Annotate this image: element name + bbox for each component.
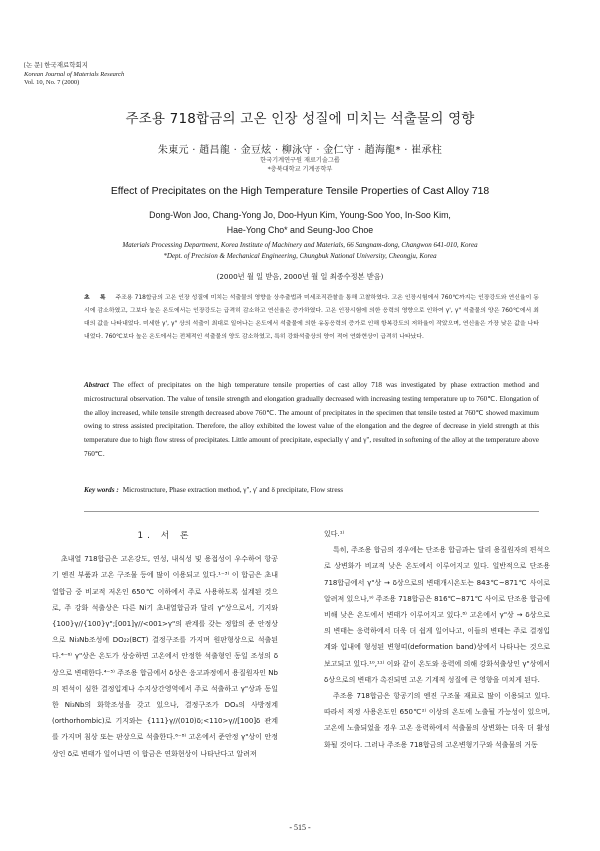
abstract-kr-text: 주조용 718합금의 고온 인장 성질에 미치는 석출물의 영향을 상추출법과 미세조직관찰을 통해 고찰하였다. 고온 인장시험에서 760℃까지는 인장강도와 연신율이 동시에 감소하였고, 그보다 높은 온도에서는 인장강도는 급격히 감소하고 연신율은 증가하였다. 고온 인장시험에 의한 응력의 영향으로 인하여 γ', γ" 석출물의 양은 760℃에서 최대의 값을 나타내었다. 미세한 γ', γ" 상의 석출이 최대로 일어나는 온도에서 석출물에 의한 유동응력의 증가로 인해 항복강도의 저하율이 작았으며, 연신율은 가장 낮은 값을 나타내었다. 760℃보다 높은 온도에서는 전체적인 석출물의 양도 감소하였고, 특히 강화석출상의 양이 적어 연화현상이 급격히 나타났다.	[84, 295, 539, 340]
body-paragraph: 초내열 718합금은 고온강도, 연성, 내식성 및 용접성이 우수하여 항공기 엔진 부품과 고온 구조물 등에 많이 이용되고 있다.¹⁻³⁾ 이 합금은 초내열합금 중 비교적 저온인 650℃ 이하에서 주로 사용하도록 설계된 것으로, 주 강화 석출상은 다른 Ni기 초내열합금과 달리 γ"상으로서, 기지와 {100}γ//{100}γ";[001]γ//<001>γ"의 관계를 갖는 정합의 준 안정상으로 Ni₃Nb조성에 DO₂₂(BCT) 결정구조를 가지며 원판형상으로 석출된다.⁴⁻⁶⁾ γ"상은 온도가 상승하면 고온에서 안정한 석출형인 동일 조성의 δ상으로 변태한다.⁴⁻⁵⁾ 주조용 합금에서 δ상은 응고과정에서 용질원자인 Nb의 편석이 심한 결정입계나 수지상간영역에서 주로 석출하고 γ"상과 동일한 Ni₃Nb의 화학조성을 갖고 있으나, 결정구조가 DOₐ의 사방정계(orthorhombic)로 기지와는 {111}γ//(010)δ;<110>γ//[100]δ 관계를 가지며 침상 또는 판상으로 석출한다.⁶⁻⁸⁾ 고온에서 준안정 γ"상이 안정상인 δ로 변태가 일어나면 이 합금은 연화현상이 나타난다고 알려져	[52, 555, 278, 758]
affiliation-en-line: Materials Processing Department, Korea Institute of Machinery and Materials, 66 Sangnam-dong, Changwon 641-010, Korea	[122, 241, 478, 249]
page-number: - 515 -	[289, 823, 311, 832]
abstract-en-label: Abstract	[84, 381, 109, 389]
abstract-divider	[84, 511, 539, 512]
journal-name-kr: [논 문] 한국재료학회지	[24, 62, 89, 69]
body-column-left	[52, 524, 278, 762]
keywords	[84, 486, 539, 494]
journal-volume: Vol. 10, No. 7 (2000)	[24, 79, 80, 86]
body-paragraph: 주조용 718합금은 항공기의 엔진 구조물 재료로 많이 이용되고 있다. 따라서 적정 사용온도인 650℃²⁾ 이상의 온도에 노출될 가능성이 있으며, 고온에 노출되었을 경우 고온 응력하에서 석출물의 상변화는 더욱 더 활성화될 것이다. 그러나 주조용 718합금의 고온변형기구와 석출물의 거동	[324, 692, 550, 749]
authors-kr: 朱東元 · 趙昌龍 · 金豆炫 · 柳泳守 · 金仁守 · 趙海龍* · 崔承柱	[157, 145, 443, 156]
affiliation-kr-line: 한국기계연구원 재료기술그룹	[260, 157, 340, 164]
abstract-kr	[84, 292, 539, 344]
body-paragraph: 특히, 주조용 합금의 경우에는 단조용 합금과는 달리 용질원자의 편석으로 상변화가 비교적 낮은 온도에서 이루어지고 있다. 일반적으로 단조용 718합금에서 γ"상 → δ상으로의 변태개시온도는 843℃~871℃ 사이로 알려져 있으나,⁹⁾ 주조용 718합금은 816℃~871℃ 사이로 단조용 합금에 비해 낮은 온도에서 변태가 이루어지고 있다.⁸⁾ 고온에서 γ"상 → δ상으로의 변태는 응력하에서 더욱 더 쉽게 일어나고, 이들의 변태는 주로 결정입계와 입내에 형성된 변형띠(deformation band)상에서 나타나는 것으로 보고되고 있다.¹⁰,¹¹⁾ 이와 같이 온도와 응력에 의해 강화석출상인 γ"상에서 δ상으로의 변태가 촉진되면 고온 기계적 성질에 큰 영향을 미치게 된다.	[324, 546, 550, 684]
body-paragraph: 있다.¹⁾	[324, 530, 345, 538]
affiliation-en-line: *Dept. of Precision & Mechanical Engineering, Chungbuk National University, Cheongju, Korea	[163, 252, 437, 260]
keywords-text: Microstructure, Phase extraction method, γ", γ' and δ precipitate, Flow stress	[122, 486, 344, 494]
abstract-en	[84, 379, 539, 462]
paper-title-en: Effect of Precipitates on the High Temperature Tensile Properties of Cast Alloy 718	[110, 186, 490, 197]
paper-title-kr: 주조용 718합금의 고온 인장 성질에 미치는 석출물의 영향	[125, 111, 475, 127]
abstract-kr-label: 초 록	[84, 295, 110, 301]
affiliation-kr-line: *충북대학교 기계공학부	[267, 166, 333, 173]
body-column-right	[324, 526, 550, 753]
affiliation-en	[0, 240, 600, 262]
authors-en	[0, 208, 600, 238]
section-heading-introduction: 1. 서 론	[137, 531, 193, 541]
abstract-en-text: The effect of precipitates on the high temperature tensile properties of cast alloy 718 was investigated by phase extraction method and microstructural observation. The value of tensile strength and elongation gradually decreased with increasing testing temperature up to 760℃. Elongation of the alloy increased, while tensile strength decreased above 760℃. The amount of precipitates in the specimen that tensile tested at 760℃ showed maximum owing to stress assisted precipitation. Therefore, the alloy exhibited the lowest value of the elongation and the degree of decrease in yield strength at this temperature due to high flow stress of precipitates. Little amount of precipitate, especially γ' and γ", resulted in softening of the alloy at the temperature above 760℃.	[84, 381, 539, 458]
authors-en-line: Hae-Yong Cho* and Seung-Joo Choe	[226, 225, 374, 235]
journal-header	[24, 62, 324, 88]
received-date: (2000년 월 일 받음, 2000년 월 일 최종수정본 받음)	[216, 272, 384, 281]
journal-name-en: Korean Journal of Materials Research	[24, 70, 125, 78]
affiliation-kr	[0, 156, 600, 174]
keywords-label: Key words :	[84, 486, 119, 494]
authors-en-line: Dong-Won Joo, Chang-Yong Jo, Doo-Hyun Kim, Young-Soo Yoo, In-Soo Kim,	[149, 210, 451, 220]
